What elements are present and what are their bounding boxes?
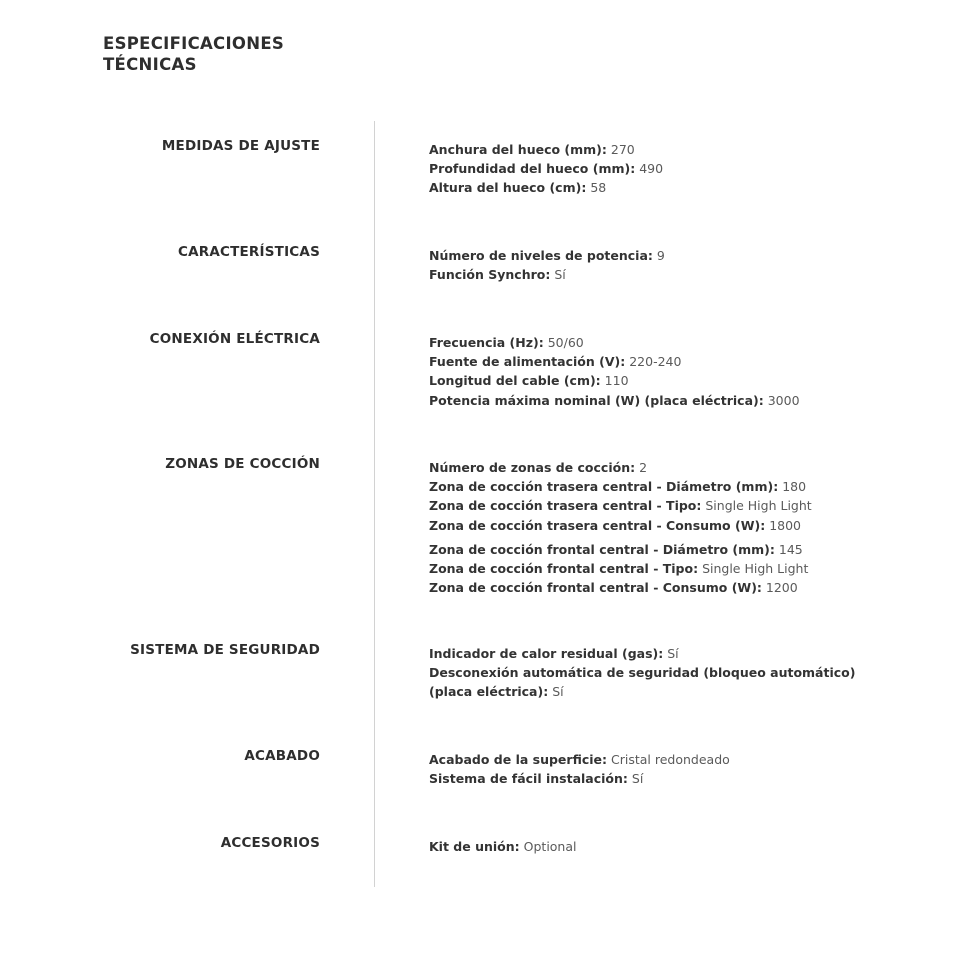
spec-value: Cristal redondeado — [611, 752, 730, 767]
spec-row — [429, 516, 929, 535]
spec-row — [429, 333, 929, 352]
spec-row — [429, 578, 929, 597]
spec-list — [429, 246, 929, 284]
spec-row — [429, 559, 929, 578]
spec-list — [429, 140, 929, 198]
spec-row — [429, 663, 869, 701]
spec-row — [429, 458, 929, 477]
spec-row — [429, 246, 929, 265]
spec-list — [429, 837, 929, 856]
spec-row — [429, 540, 929, 559]
spec-value: 3000 — [767, 392, 800, 408]
spec-value: 270 — [610, 142, 635, 157]
spec-value: Sí — [552, 684, 564, 700]
section-title: ACCESORIOS — [220, 835, 320, 851]
spec-value: 58 — [590, 180, 607, 196]
spec-row — [429, 352, 929, 371]
spec-label: Zona de cocción trasera central - Consumo (W): — [429, 517, 766, 533]
spec-row — [429, 837, 929, 856]
spec-label: Número de zonas de cocción: — [429, 460, 636, 475]
spec-label: Sistema de fácil instalación: — [429, 771, 628, 787]
spec-label: Indicador de calor residual (gas): — [429, 646, 664, 661]
spec-row — [429, 371, 929, 390]
section-title: CONEXIÓN ELÉCTRICA — [149, 331, 320, 347]
spec-value: 50/60 — [547, 335, 584, 350]
spec-label: Zona de cocción frontal central - Consumo (W): — [429, 580, 762, 596]
column-divider — [374, 121, 375, 887]
spec-label: Profundidad del hueco (mm): — [429, 161, 636, 177]
section-title: ZONAS DE COCCIÓN — [165, 456, 320, 472]
spec-value: 1800 — [769, 517, 802, 533]
spec-value: Sí — [554, 267, 566, 283]
spec-value: 490 — [639, 161, 664, 177]
spec-value: 1200 — [765, 580, 798, 596]
section-title: ACABADO — [244, 748, 320, 764]
spec-value: Sí — [631, 771, 644, 787]
spec-label: Potencia máxima nominal (W) (placa eléctrica): — [429, 392, 764, 408]
spec-row — [429, 265, 929, 284]
spec-list — [429, 333, 929, 410]
spec-label: Longitud del cable (cm): — [429, 373, 601, 389]
section-title: MEDIDAS DE AJUSTE — [161, 138, 320, 154]
spec-label: Kit de unión: — [429, 839, 520, 854]
spec-label: Zona de cocción trasera central - Diámetro (mm): — [429, 479, 779, 495]
page-title: ESPECIFICACIONES TÉCNICAS — [103, 34, 285, 74]
spec-list — [429, 750, 929, 788]
spec-value: Single High Light — [702, 561, 809, 577]
spec-row — [429, 750, 929, 769]
spec-value: 9 — [656, 248, 665, 263]
spec-value: 110 — [604, 373, 629, 389]
spec-row — [429, 496, 929, 515]
spec-value: 145 — [778, 541, 803, 557]
spec-list — [429, 644, 869, 702]
spec-label: Anchura del hueco (mm): — [429, 142, 607, 157]
spec-row — [429, 644, 869, 663]
spec-label: Frecuencia (Hz): — [429, 335, 544, 350]
spec-label: Número de niveles de potencia: — [429, 248, 653, 263]
section-title: SISTEMA DE SEGURIDAD — [130, 642, 320, 658]
spec-list — [429, 458, 929, 597]
spec-value: Optional — [523, 839, 577, 854]
spec-label: Fuente de alimentación (V): — [429, 354, 626, 370]
spec-value: 180 — [782, 479, 807, 495]
spec-value: Single High Light — [705, 498, 812, 514]
spec-label: Altura del hueco (cm): — [429, 180, 587, 196]
spec-row — [429, 140, 929, 159]
spec-value: 2 — [639, 460, 648, 475]
spec-label: Zona de cocción trasera central - Tipo: — [429, 498, 702, 514]
spec-label: Acabado de la superficie: — [429, 752, 608, 767]
spec-row — [429, 477, 929, 496]
spec-row — [429, 391, 929, 410]
section-title: CARACTERÍSTICAS — [178, 244, 320, 260]
spec-row — [429, 769, 929, 788]
spec-row — [429, 178, 929, 197]
spec-row — [429, 159, 929, 178]
spec-value: Sí — [667, 646, 679, 661]
spec-value: 220-240 — [629, 354, 682, 370]
spec-label: Zona de cocción frontal central - Tipo: — [429, 561, 699, 577]
spec-label: Desconexión automática de seguridad (bloqueo automático) (placa eléctrica): — [429, 665, 856, 700]
spec-label: Función Synchro: — [429, 267, 551, 283]
spec-label: Zona de cocción frontal central - Diámetro (mm): — [429, 541, 775, 557]
